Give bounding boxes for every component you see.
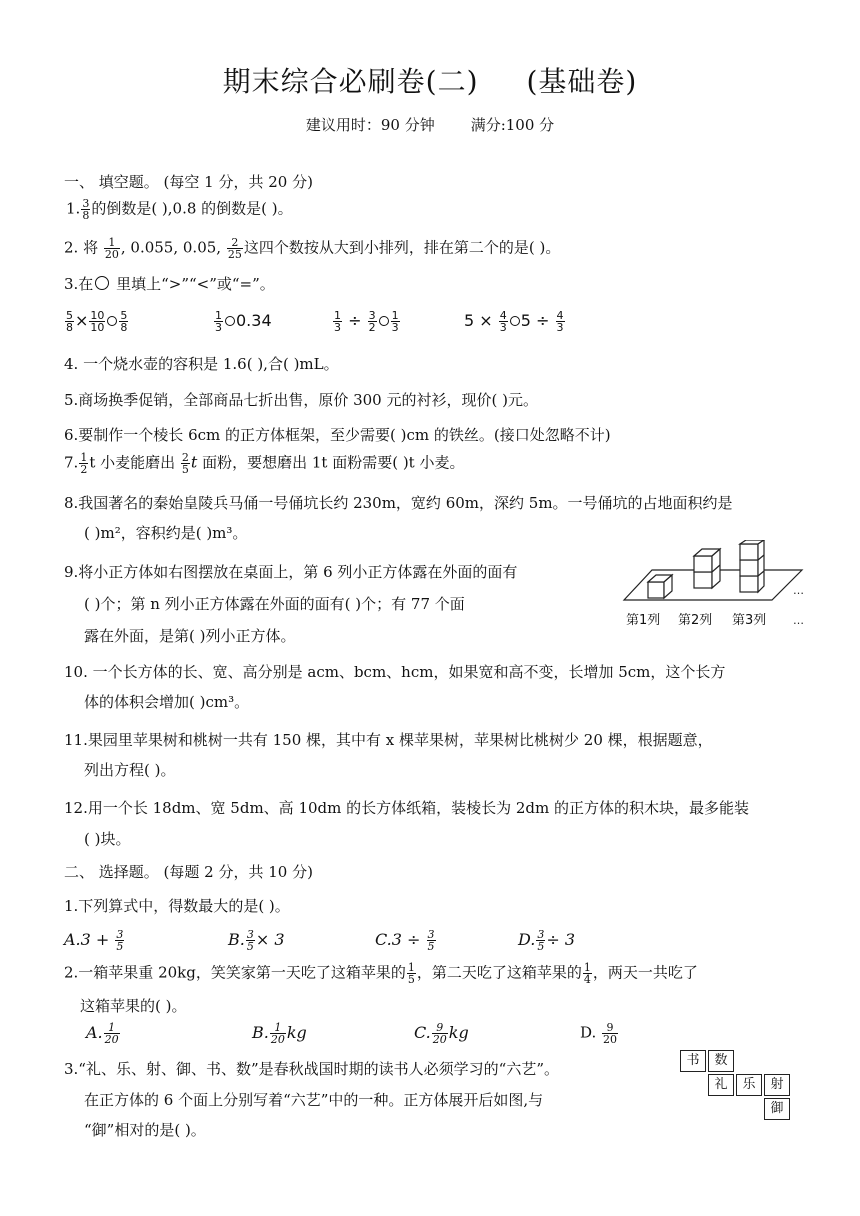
question-1-3-item-c: $\frac{1}{3}$ ÷ $\frac{3}{2}$ $\frac{1}{3}$: [334, 309, 399, 334]
col3-label: 第3列: [732, 613, 767, 628]
cube-columns-figure: [612, 540, 812, 632]
question-2-1-option-d: D. $\frac{3}{5}$ ÷ 3: [518, 928, 576, 953]
question-2-1-option-a: A.3 + $\frac{3}{5}$: [64, 928, 124, 953]
question-1-3: 3.在 里填上“>”“<”或“=”。: [64, 275, 275, 293]
circle-icon: [379, 316, 389, 326]
net-cell-shu2: 数: [708, 1050, 734, 1072]
question-2-3-line3: “御”相对的是( )。: [84, 1121, 206, 1139]
question-2-2-option-c: C. $\frac{9}{20}$ kg: [414, 1021, 469, 1046]
score-label: 满分:100 分: [470, 116, 555, 134]
cube-columns-diagram: [612, 540, 812, 632]
col1-label: 第1列: [626, 613, 661, 628]
fraction: $\frac{2}{25}$: [227, 236, 242, 261]
question-1-8-line1: 8.我国著名的秦始皇陵兵马俑一号俑坑长约 230m，宽约 60m，深约 5m。一号俑坑的占地面积约是: [64, 494, 733, 512]
question-1-12-line2: ( )块。: [84, 830, 131, 848]
time-label: 建议用时：90 分钟: [305, 116, 435, 134]
question-1-12-line1: 12.用一个长 18dm、宽 5dm、高 10dm 的长方体纸箱，装棱长为 2dm 的正方体的积木块，最多能装: [64, 799, 750, 817]
net-cell-yue: 乐: [736, 1074, 762, 1096]
net-cell-she: 射: [764, 1074, 790, 1096]
question-1-11-line2: 列出方程( )。: [84, 761, 176, 779]
question-2-3-line1: 3.“礼、乐、射、御、书、数”是春秋战国时期的读书人必须学习的“六艺”。: [64, 1060, 559, 1078]
question-1-5: 5.商场换季促销，全部商品七折出售，原价 300 元的衬衫，现价( )元。: [64, 391, 538, 409]
title-main: 期末综合必刷卷(二): [222, 65, 479, 98]
question-2-2-option-d: D. $\frac{9}{20}$: [580, 1021, 618, 1046]
question-1-2: 2. 将 $\frac{1}{20}$ , 0.055, 0.05, $\frac{2}{25}$ 这四个数按从大到小排列，排在第二个的是( )。: [64, 236, 561, 261]
cube-net-figure: [680, 1050, 792, 1136]
question-2-2-option-a: A. $\frac{1}{20}$: [86, 1021, 119, 1046]
question-1-3-item-b: $\frac{1}{3}$ 0.34: [215, 309, 272, 334]
net-cell-yu: 御: [764, 1098, 790, 1120]
net-cell-shu: 书: [680, 1050, 706, 1072]
section2-heading: 二、 选择题。 (每题 2 分，共 10 分): [64, 863, 313, 881]
question-1-3-item-d: 5 × $\frac{4}{3}$ 5 ÷ $\frac{4}{3}$: [464, 309, 564, 334]
fraction: $\frac{1}{20}$: [104, 236, 119, 261]
question-1-1: 1. $\frac{3}{8}$ 的倒数是( ),0.8 的倒数是( )。: [66, 197, 293, 222]
circle-icon: [107, 316, 117, 326]
fraction: $\frac{3}{8}$: [82, 197, 90, 222]
circle-icon: [95, 276, 109, 290]
question-1-3-item-a: $\frac{5}{8}$ × $\frac{10}{10}$ $\frac{5}{8}$: [66, 309, 128, 334]
question-1-9-line3: 露在外面，是第( )列小正方体。: [84, 627, 296, 645]
question-1-11-line1: 11.果园里苹果树和桃树一共有 150 棵，其中有 x 棵苹果树，苹果树比桃树少 20 棵，根据题意，: [64, 731, 713, 749]
question-2-3-line2: 在正方体的 6 个面上分别写着“六艺”中的一种。正方体展开后如图,与: [84, 1091, 544, 1109]
section1-heading: 一、 填空题。 (每空 1 分，共 20 分): [64, 173, 313, 191]
page-title: [0, 60, 860, 100]
ellipsis-top: …: [793, 584, 804, 597]
exam-meta: [0, 114, 860, 135]
question-1-8-line2: ( )m²，容积约是( )m³。: [84, 524, 248, 542]
question-1-4: 4. 一个烧水壶的容积是 1.6( ),合( )mL。: [64, 355, 339, 373]
col2-label: 第2列: [678, 613, 713, 628]
question-2-2-line1: 2.一箱苹果重 20kg，笑笑家第一天吃了这箱苹果的 $\frac{1}{5}$ ，第二天吃了这箱苹果的 $\frac{1}{4}$ ，两天一共吃了: [64, 961, 698, 986]
question-1-9-line1: 9.将小正方体如右图摆放在桌面上，第 6 列小正方体露在外面的面有: [64, 563, 518, 581]
net-cell-li: 礼: [708, 1074, 734, 1096]
question-1-6: 6.要制作一个棱长 6cm 的正方体框架，至少需要( )cm 的铁丝。(接口处忽略不计): [64, 426, 611, 444]
question-1-10-line2: 体的体积会增加( )cm³。: [84, 693, 250, 711]
question-1-7: 7. $\frac{1}{2}$ t 小麦能磨出 $\frac{2}{5}$ t 面粉，要想磨出 1t 面粉需要( )t 小麦。: [64, 451, 465, 476]
title-suffix: (基础卷): [526, 65, 638, 98]
question-1-10-line1: 10. 一个长方体的长、宽、高分别是 acm、bcm、hcm，如果宽和高不变，长增加 5cm，这个长方: [64, 663, 726, 681]
question-2-1: 1.下列算式中，得数最大的是( )。: [64, 897, 290, 915]
question-1-9-line2: ( )个；第 n 列小正方体露在外面的面有( )个；有 77 个面: [84, 595, 465, 613]
ellipsis-bottom: …: [793, 614, 804, 627]
question-2-2-option-b: B. $\frac{1}{20}$ kg: [252, 1021, 307, 1046]
question-2-2-line2: 这箱苹果的( )。: [80, 997, 187, 1015]
circle-icon: [225, 316, 235, 326]
question-2-1-option-b: B. $\frac{3}{5}$ × 3: [228, 928, 285, 953]
question-2-1-option-c: C.3 ÷ $\frac{3}{5}$: [375, 928, 435, 953]
circle-icon: [510, 316, 520, 326]
